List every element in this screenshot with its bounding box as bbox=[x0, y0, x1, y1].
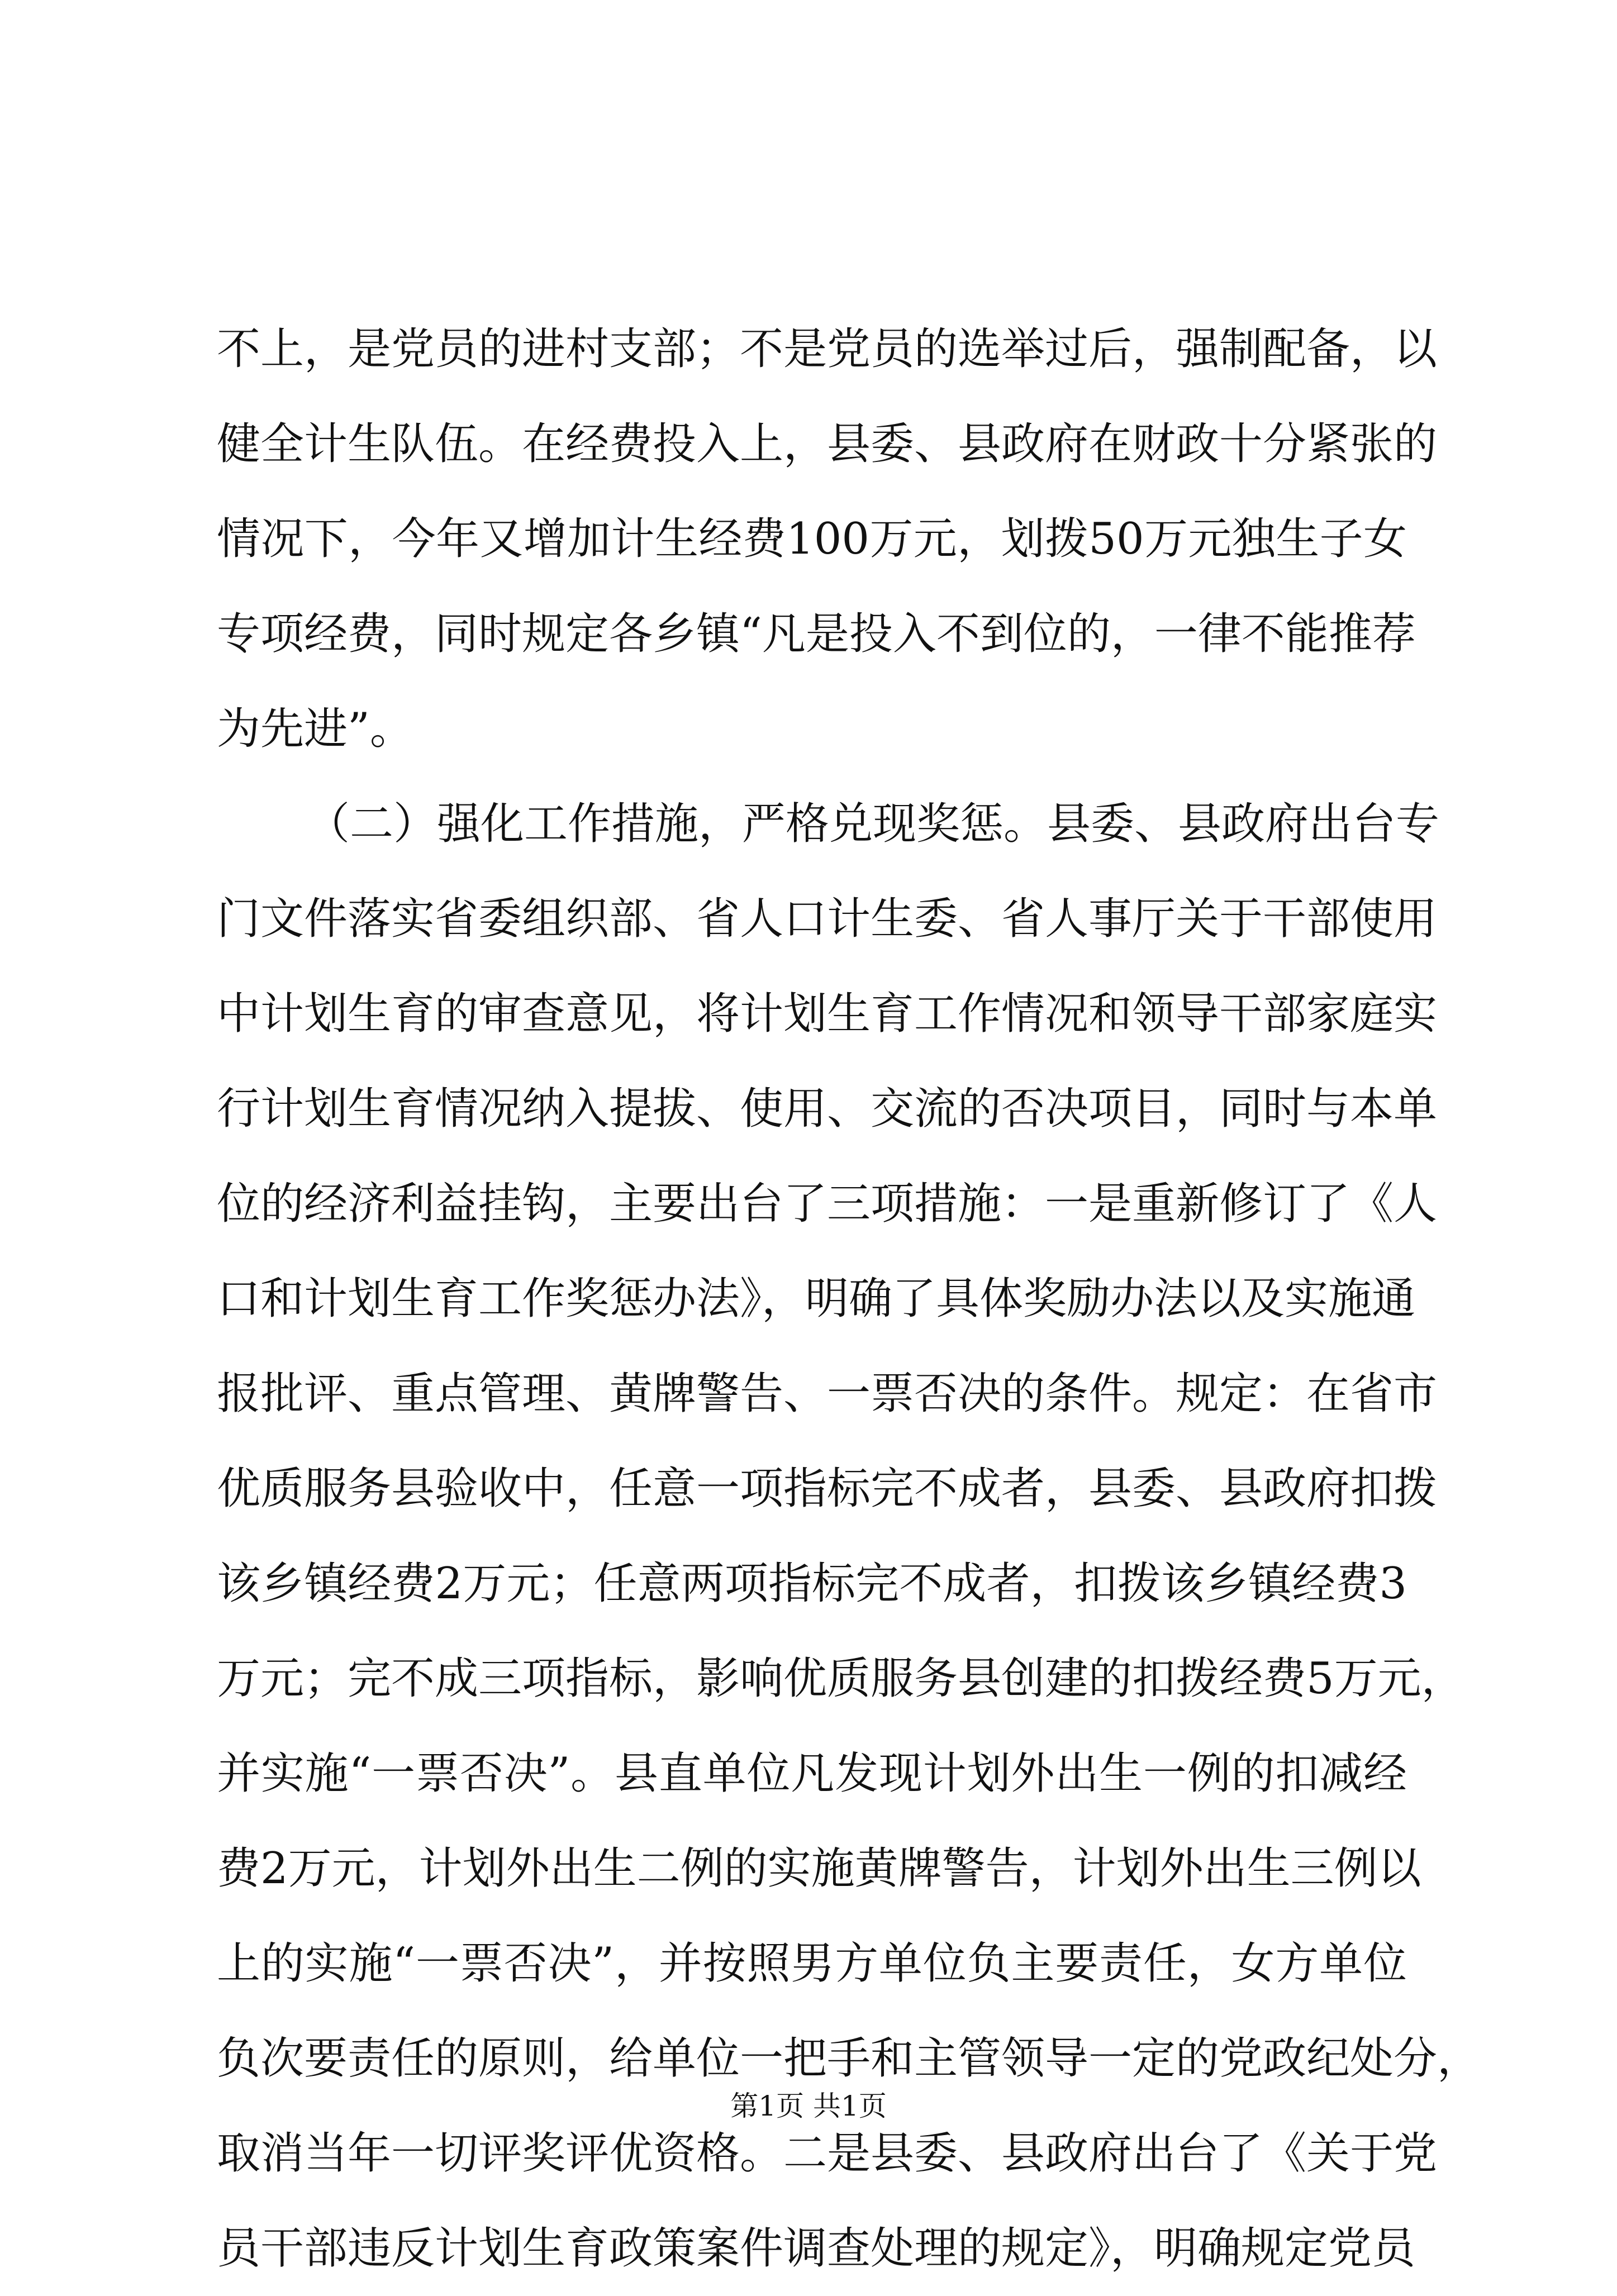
text-line: 不上，是党员的进村支部；不是党员的选举过后，强制配备，以 bbox=[217, 324, 1438, 374]
text-line: 报批评、重点管理、黄牌警告、一票否决的条件。规定：在省市 bbox=[217, 1369, 1438, 1419]
text-line: 口和计划生育工作奖惩办法》，明确了具体奖励办法以及实施通 bbox=[217, 1274, 1416, 1324]
text-line: 上的实施“一票否决”，并按照男方单位负主要责任，女方单位 bbox=[217, 1938, 1407, 1989]
text-line: 负次要责任的原则，给单位一把手和主管领导一定的党政纪处分， bbox=[217, 2033, 1481, 2084]
text-line: 费2万元，计划外出生二例的实施黄牌警告，计划外出生三例以 bbox=[217, 1844, 1421, 1894]
document-body bbox=[217, 302, 1481, 2296]
text-line: 情况下，今年又增加计生经费100万元，划拨50万元独生子女 bbox=[217, 514, 1407, 564]
paragraph-first-line: （二）强化工作措施，严格兑现奖惩。县委、县政府出台专 bbox=[306, 799, 1440, 849]
text-line: 并实施“一票否决”。县直单位凡发现计划外出生一例的扣减经 bbox=[217, 1749, 1407, 1799]
text-line: 位的经济利益挂钩，主要出台了三项措施：一是重新修订了《人 bbox=[217, 1179, 1438, 1229]
text-line: 健全计生队伍。在经费投入上，县委、县政府在财政十分紧张的 bbox=[217, 419, 1438, 469]
text-line: 优质服务县验收中，任意一项指标完不成者，县委、县政府扣拨 bbox=[217, 1464, 1438, 1514]
text-line: 中计划生育的审查意见，将计划生育工作情况和领导干部家庭实 bbox=[217, 989, 1438, 1039]
text-line: 行计划生育情况纳入提拔、使用、交流的否决项目，同时与本单 bbox=[217, 1084, 1438, 1134]
text-line: 为先进”。 bbox=[217, 704, 413, 754]
page-number-footer: 第1页 共1页 bbox=[730, 2090, 887, 2122]
text-line: 万元；完不成三项指标，影响优质服务县创建的扣拨经费5万元， bbox=[217, 1654, 1465, 1704]
text-line: 取消当年一切评奖评优资格。二是县委、县政府出台了《关于党 bbox=[217, 2128, 1438, 2179]
text-line: 该乡镇经费2万元；任意两项指标完不成者，扣拨该乡镇经费3 bbox=[217, 1559, 1407, 1609]
text-line: 专项经费，同时规定各乡镇“凡是投入不到位的，一律不能推荐 bbox=[217, 609, 1416, 659]
text-line: 门文件落实省委组织部、省人口计生委、省人事厅关于干部使用 bbox=[217, 894, 1438, 944]
text-line: 员干部违反计划生育政策案件调查处理的规定》，明确规定党员 bbox=[217, 2223, 1416, 2274]
